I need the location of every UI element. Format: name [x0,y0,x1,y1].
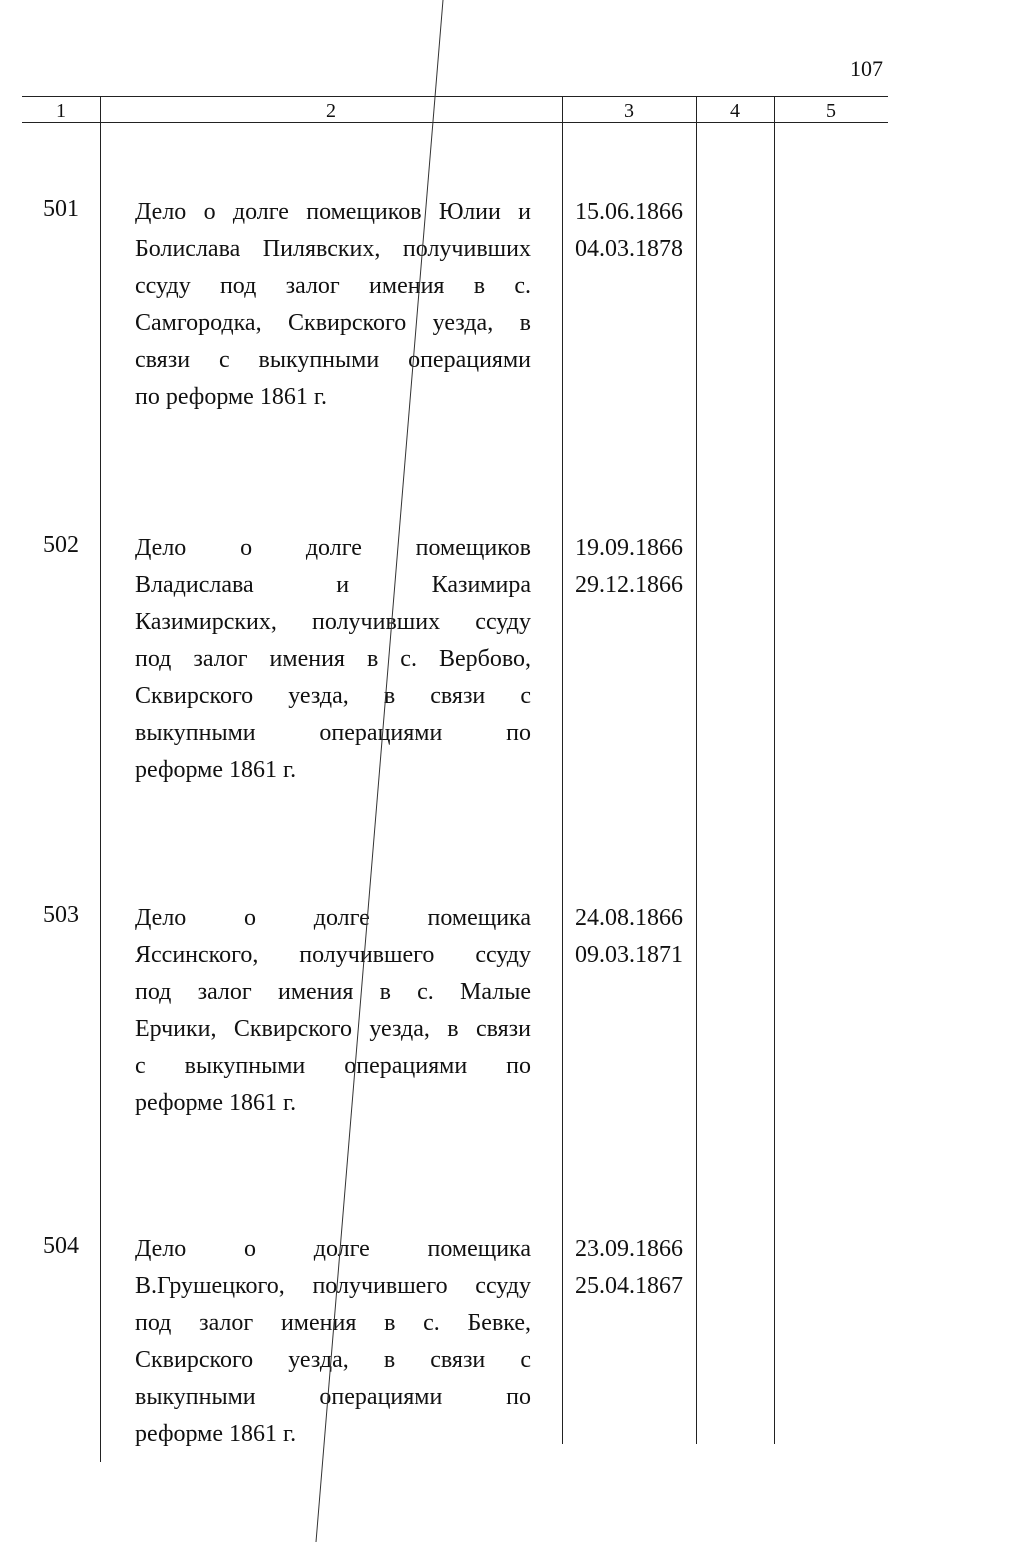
end-date: 29.12.1866 [575,572,683,598]
description-line: Казимирских, получивших ссуду [135,609,531,635]
description-line: под залог имения в с. Вербово, [135,646,531,672]
record-number: 503 [43,902,79,928]
record-number: 502 [43,532,79,558]
description-line: с выкупными операциями по [135,1053,531,1079]
start-date: 24.08.1866 [575,905,683,931]
description-line: Сквирского уезда, в связи с [135,1347,531,1373]
description-line: Болислава Пилявских, получивших [135,236,531,262]
description-line: реформе 1861 г. [135,757,297,783]
column-header-2: 2 [326,100,336,122]
end-date: 04.03.1878 [575,236,683,262]
end-date: 09.03.1871 [575,942,683,968]
record-number: 504 [43,1233,79,1259]
description-line: по реформе 1861 г. [135,384,327,410]
description-line: В.Грушецкого, получившего ссуду [135,1273,531,1299]
description-line: ссуду под залог имения в с. [135,273,531,299]
column-header-4: 4 [730,100,740,122]
page-number: 107 [850,56,883,81]
description-line: Владислава и Казимира [135,572,531,598]
record-number: 501 [43,196,79,222]
description-line: Ерчики, Сквирского уезда, в связи [135,1016,531,1042]
description-line: под залог имения в с. Бевке, [135,1310,531,1336]
column-header-5: 5 [826,100,836,122]
description-line: реформе 1861 г. [135,1421,297,1447]
description-line: Дело о долге помещика [135,905,531,931]
start-date: 23.09.1866 [575,1236,683,1262]
start-date: 19.09.1866 [575,535,683,561]
description-line: Дело о долге помещиков Юлии и [135,199,531,225]
column-header-1: 1 [56,100,66,122]
description-line: Яссинского, получившего ссуду [135,942,531,968]
description-line: Сквирского уезда, в связи с [135,683,531,709]
start-date: 15.06.1866 [575,199,683,225]
column-header-3: 3 [624,100,634,122]
description-line: Дело о долге помещика [135,1236,531,1262]
description-line: Дело о долге помещиков [135,535,531,561]
description-line: Самгородка, Сквирского уезда, в [135,310,531,336]
description-line: под залог имения в с. Малые [135,979,531,1005]
description-line: реформе 1861 г. [135,1090,297,1116]
description-line: связи с выкупными операциями [135,347,531,373]
description-line: выкупными операциями по [135,720,531,746]
end-date: 25.04.1867 [575,1273,683,1299]
description-line: выкупными операциями по [135,1384,531,1410]
